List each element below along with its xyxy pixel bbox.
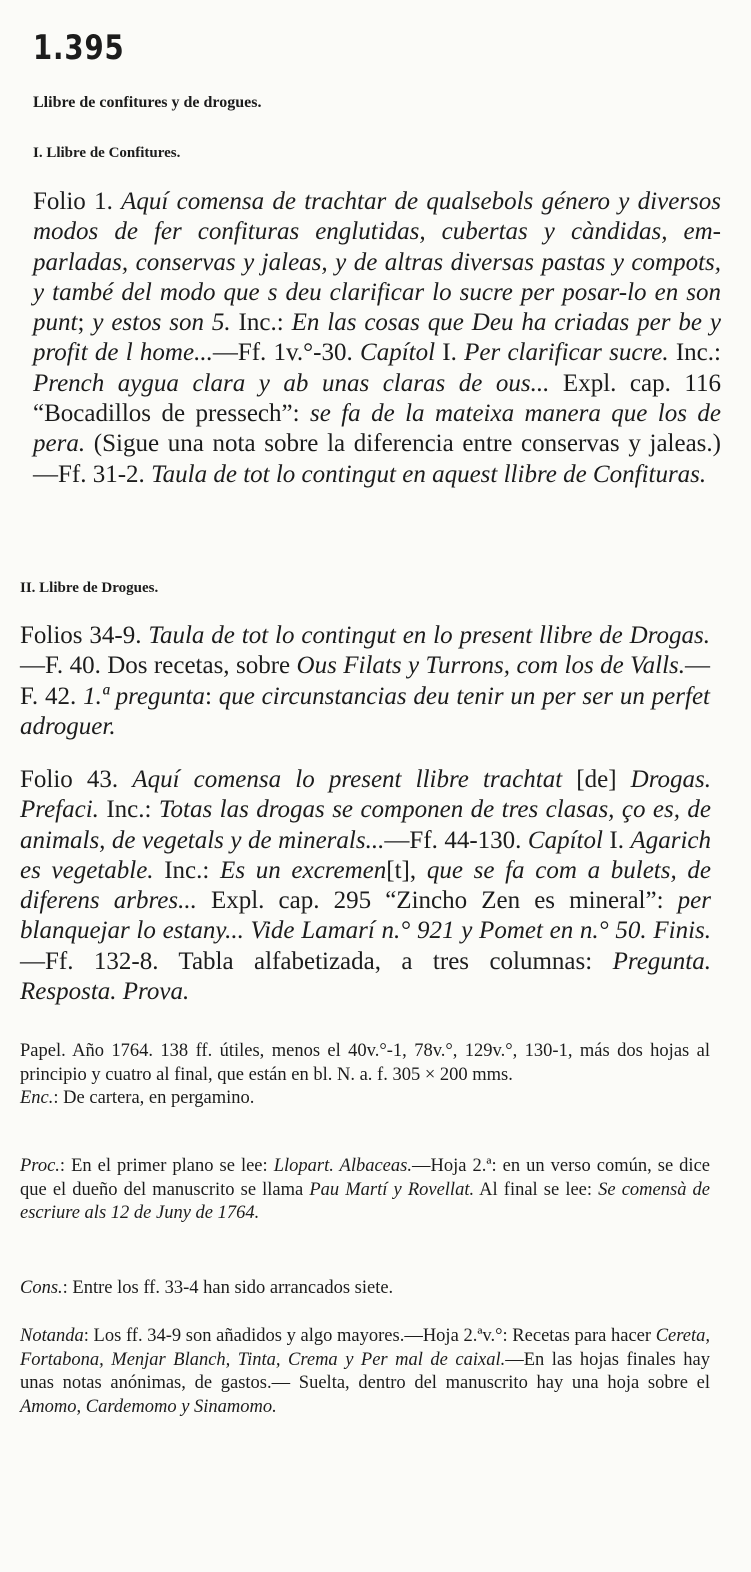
notanda-note [20, 1325, 710, 1419]
confitures-description [33, 187, 721, 490]
text-run-italic: Per clarificar sucre. [464, 339, 669, 367]
entry-number: 1.395 [33, 28, 125, 68]
text-run: Inc.: [98, 796, 159, 824]
text-run: Al final se lee: [474, 1179, 599, 1200]
text-run-italic: Cereta, Fortabona, Menjar Blanch, Tinta, Crema y Per mal de caixal. [20, 1326, 710, 1370]
text-run: : [204, 682, 219, 710]
text-run-italic: se fa de la mateixa manera que los de pera. [33, 400, 721, 458]
text-run-italic: En las cosas que Deu ha criadas per be y profit de l home... [33, 309, 722, 367]
text-run-italic: Llopart. Albaceas. [273, 1156, 412, 1176]
text-run-italic: Enc. [20, 1088, 54, 1108]
drogues-contents [20, 621, 710, 742]
text-run-italic: Cons. [20, 1278, 63, 1298]
text-run-italic: 1.ª pregunta [83, 682, 205, 710]
text-run: Inc.: [668, 339, 721, 367]
text-run: Papel. Año 1764. 138 ff. útiles, menos el 40v.°-1, 78v.°, 129v.°, 130-1, más dos hojas al principio y cuatro al final, que están en bl. N. a. f. 305 × 200 mms. [20, 1041, 710, 1085]
text-run: —Ff. 44-130. [384, 826, 528, 854]
text-run-italic: Ous Filats y Turrons, com los de Valls. [296, 652, 685, 680]
text-run: I. [602, 826, 631, 854]
text-run: —F. 40. Dos recetas, sobre [20, 652, 297, 680]
text-run: , [409, 856, 427, 884]
provenance-note [20, 1155, 710, 1226]
text-run-italic: Capítol [360, 339, 436, 367]
text-run: I. [435, 339, 465, 367]
text-run: Folio 1. [33, 188, 122, 215]
text-run: : De cartera, en pergamino. [53, 1088, 255, 1108]
document-title: Llibre de confitures y de drogues. [33, 94, 262, 111]
text-run: : Entre los ff. 33-4 han sido arrancados siete. [62, 1278, 394, 1298]
text-run-italic: Taula de tot lo contingut en lo present llibre de Drogas. [148, 622, 710, 649]
drogues-description [20, 765, 711, 1007]
text-run: [t] [386, 856, 410, 884]
text-run-italic: que circunstancias deu tenir un per ser un perfet adroguer. [20, 682, 710, 740]
text-run-italic: Aquí comensa de trachtar de qualsebols género y diversos modos de fer confituras englutidas, cubertas y càndidas, emparladas, conservas y jaleas, y de altras diversas pastas y compots, y també del modo que s deu clarificar lo sucre per posar-lo en son punt [33, 188, 722, 337]
text-run-italic: per blanquejar lo estany... Vide Lamarí n.° 921 y Pomet en n.° 50. Finis. [20, 887, 711, 945]
text-run: Expl. cap. 295 “Zincho Zen es mineral”: [196, 887, 678, 915]
text-run-italic: que se fa com a bulets, de diferens arbres... [20, 856, 712, 915]
text-run: : En el primer plano se lee: [59, 1156, 274, 1176]
text-run: ; [77, 309, 93, 337]
text-run: , [76, 1396, 86, 1417]
text-run-italic: Pau Martí y Rovellat. [309, 1179, 475, 1200]
text-run: —F. 42. [20, 652, 710, 710]
section-heading-drogues: II. Llibre de Drogues. [20, 580, 159, 596]
text-run-italic: Totas las drogas se componen de tres clasas, ço es, de animals, de vegetals y de minerals... [20, 796, 712, 854]
text-run-italic: Agarich es vegetable. [20, 826, 712, 884]
text-run: Inc.: [153, 856, 221, 884]
text-run: [de] [562, 766, 631, 793]
text-run: —Ff. 132-8. Tabla alfabetizada, a tres columnas: [20, 947, 613, 975]
text-run: —En las hojas finales hay unas notas anónimas, de gastos.— Suelta, dentro del manuscrito hay una hoja sobre el [20, 1349, 710, 1393]
text-run: Inc.: [230, 309, 292, 337]
text-run-italic: Notanda [20, 1326, 84, 1346]
text-run: (Sigue una nota sobre la diferencia entre conservas y jaleas.)—Ff. 31-2. [33, 430, 721, 488]
section-heading-confitures: I. Llibre de Confitures. [33, 145, 181, 161]
text-run: Folios 34-9. [20, 622, 149, 649]
text-run-italic: Proc. [20, 1156, 60, 1176]
text-run-italic: Amomo [20, 1396, 77, 1417]
text-run: —Ff. 1v.°-30. [212, 339, 361, 367]
text-run: Folio 43. [20, 766, 133, 793]
text-run-italic: Es un excremen [220, 856, 387, 884]
text-run: Expl. cap. 116 “Bocadillos de pressech”: [33, 369, 721, 428]
text-run-italic: Aquí comensa lo present llibre trachtat [132, 766, 563, 793]
conservation-note [20, 1277, 710, 1301]
text-run-italic: Drogas. Prefaci. [20, 766, 712, 824]
text-run-italic: Taula de tot lo contingut en aquest llibre de Confituras. [151, 460, 707, 488]
text-run-italic: y estos son 5. [92, 309, 231, 337]
text-run: : Los ff. 34-9 son añadidos y algo mayores.—Hoja 2.ªv.°: Recetas para hacer [83, 1326, 656, 1346]
text-run-italic: Capítol [527, 826, 603, 854]
text-run-italic: Pregunta. Resposta. Prova. [20, 947, 711, 1006]
text-run-italic: Se comensà de escriure als 12 de Juny de 1764. [20, 1179, 711, 1223]
text-run-italic: Prench aygua clara y ab unas claras de ous... [33, 369, 550, 397]
text-run: —Hoja 2.ª: en un verso común, se dice que el dueño del manuscrito se llama [20, 1156, 710, 1200]
physical-description-note [20, 1040, 710, 1111]
text-run-italic: Cardemomo y Sinamomo. [85, 1396, 277, 1417]
